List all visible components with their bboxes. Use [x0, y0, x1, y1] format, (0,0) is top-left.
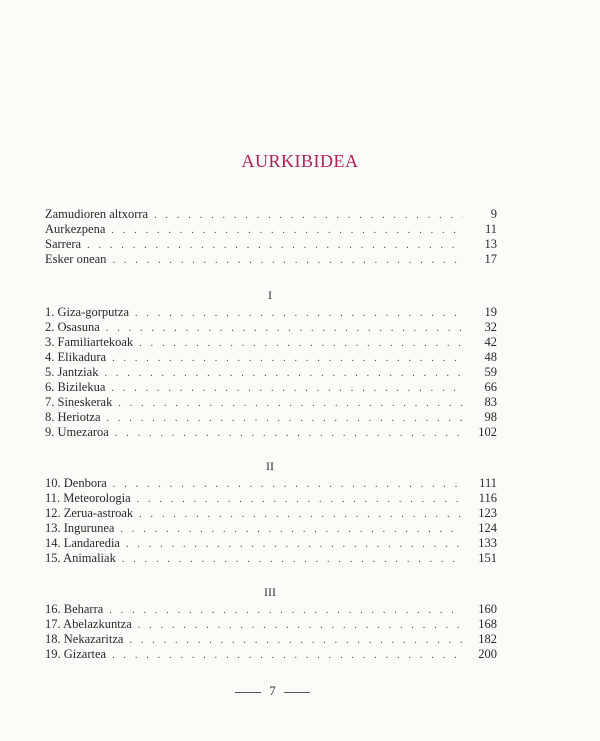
toc-entry-label: 15. Animaliak — [45, 551, 116, 565]
toc-entry[interactable] — [45, 320, 497, 335]
toc-entry-label: Esker onean — [45, 252, 107, 266]
toc-entry-page: 200 — [478, 647, 497, 661]
toc-entry-page: 19 — [484, 305, 497, 319]
part-heading-iii: III — [264, 585, 276, 599]
toc-entry-label: 3. Familiartekoak — [45, 335, 134, 349]
toc-entry-label: 17. Abelazkuntza — [45, 617, 132, 631]
leader-dots — [122, 552, 463, 567]
toc-entry-label: 13. Ingurunea — [45, 521, 115, 535]
leader-dots — [138, 618, 463, 633]
toc-entry[interactable] — [45, 647, 497, 662]
toc-entry[interactable] — [45, 335, 497, 350]
toc-entry-page: 48 — [484, 350, 497, 364]
toc-entry[interactable] — [45, 305, 497, 320]
toc-entry-label: 9. Umezaroa — [45, 425, 109, 439]
toc-entry-page: 168 — [478, 617, 497, 631]
part-heading-ii: II — [266, 459, 274, 473]
toc-entry[interactable] — [45, 521, 497, 536]
toc-entry-label: 18. Nekazaritza — [45, 632, 124, 646]
leader-dots — [113, 477, 463, 492]
toc-entry[interactable] — [45, 350, 497, 365]
toc-entry[interactable] — [45, 252, 497, 267]
toc-entry-page: 32 — [484, 320, 497, 334]
leader-dots — [135, 306, 463, 321]
toc-entry-page: 124 — [478, 521, 497, 535]
leader-dots — [118, 396, 463, 411]
toc-entry[interactable] — [45, 632, 497, 647]
toc-entry-label: Zamudioren altxorra — [45, 207, 149, 221]
part-i-list — [45, 305, 497, 440]
leader-dots — [111, 381, 463, 396]
toc-entry-label: 2. Osasuna — [45, 320, 100, 334]
toc-entry-label: 16. Beharra — [45, 602, 104, 616]
toc-entry[interactable] — [45, 425, 497, 440]
toc-entry[interactable] — [45, 506, 497, 521]
toc-entry-page: 116 — [478, 491, 497, 505]
toc-entry[interactable] — [45, 602, 497, 617]
toc-entry-page: 83 — [484, 395, 497, 409]
leader-dots — [129, 633, 463, 648]
toc-entry-label: 8. Heriotza — [45, 410, 101, 424]
page-number-footer — [0, 683, 545, 699]
toc-entry[interactable] — [45, 536, 497, 551]
leader-dots — [111, 223, 463, 238]
toc-entry-page: 13 — [484, 237, 497, 251]
toc-entry-label: 5. Jantziak — [45, 365, 99, 379]
toc-entry-label: 12. Zerua-astroak — [45, 506, 134, 520]
toc-entry-label: 14. Landaredia — [45, 536, 120, 550]
part-iii-list — [45, 602, 497, 662]
toc-entry[interactable] — [45, 476, 497, 491]
toc-entry-page: 98 — [484, 410, 497, 424]
part-heading-i: I — [268, 288, 272, 302]
toc-entry-page: 111 — [479, 476, 497, 490]
toc-entry-page: 42 — [484, 335, 497, 349]
folio-dash-left — [235, 692, 261, 693]
leader-dots — [112, 351, 463, 366]
toc-entry[interactable] — [45, 207, 497, 222]
part-ii-list — [45, 476, 497, 566]
leader-dots — [104, 366, 463, 381]
leader-dots — [139, 336, 463, 351]
toc-entry-label: Aurkezpena — [45, 222, 106, 236]
toc-entry-page: 182 — [478, 632, 497, 646]
toc-entry[interactable] — [45, 551, 497, 566]
toc-entry-page: 102 — [478, 425, 497, 439]
toc-entry-page: 66 — [484, 380, 497, 394]
folio-dash-right — [284, 692, 310, 693]
toc-entry-label: 1. Giza-gorputza — [45, 305, 129, 319]
toc-entry-label: Sarrera — [45, 237, 82, 251]
toc-entry[interactable] — [45, 410, 497, 425]
toc-entry-label: 4. Elikadura — [45, 350, 107, 364]
leader-dots — [106, 321, 463, 336]
page-title: AURKIBIDEA — [241, 151, 359, 171]
toc-entry[interactable] — [45, 222, 497, 237]
leader-dots — [137, 492, 463, 507]
toc-entry-label: 11. Meteorologia — [45, 491, 131, 505]
toc-entry-label: 19. Gizartea — [45, 647, 107, 661]
toc-entry-page: 133 — [478, 536, 497, 550]
toc-entry-label: 7. Sineskerak — [45, 395, 113, 409]
toc-entry-label: 6. Bizilekua — [45, 380, 106, 394]
toc-entry-page: 9 — [490, 207, 497, 221]
page-number: 7 — [269, 683, 276, 698]
leader-dots — [109, 603, 463, 618]
leader-dots — [115, 426, 463, 441]
toc-entry[interactable] — [45, 491, 497, 506]
front-matter-list — [45, 207, 497, 267]
leader-dots — [120, 522, 463, 537]
toc-entry-page: 59 — [484, 365, 497, 379]
leader-dots — [126, 537, 463, 552]
leader-dots — [154, 208, 463, 223]
toc-entry[interactable] — [45, 395, 497, 410]
leader-dots — [112, 253, 463, 268]
toc-entry[interactable] — [45, 380, 497, 395]
toc-entry[interactable] — [45, 365, 497, 380]
toc-entry-page: 17 — [484, 252, 497, 266]
leader-dots — [112, 648, 463, 663]
toc-entry[interactable] — [45, 237, 497, 252]
toc-entry-label: 10. Denbora — [45, 476, 107, 490]
leader-dots — [87, 238, 463, 253]
leader-dots — [107, 411, 463, 426]
leader-dots — [139, 507, 463, 522]
toc-entry-page: 11 — [484, 222, 497, 236]
toc-entry-page: 160 — [478, 602, 497, 616]
toc-entry-page: 151 — [478, 551, 497, 565]
toc-entry[interactable] — [45, 617, 497, 632]
toc-entry-page: 123 — [478, 506, 497, 520]
